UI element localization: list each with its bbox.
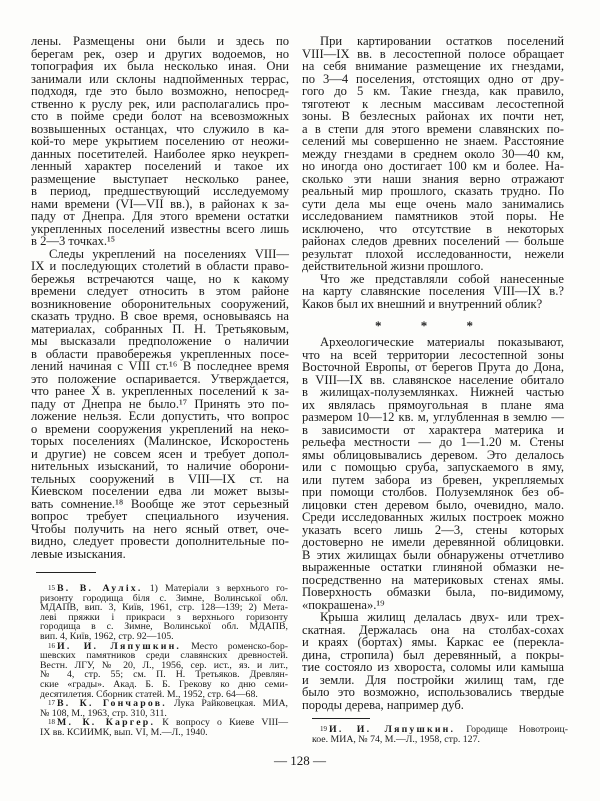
- text-line: тие состояло из хвороста, соломы или камыша: [302, 660, 564, 674]
- text-line: времени следует относить в этом районе: [31, 284, 289, 298]
- footnote-author: В. В. Ауліх.: [57, 583, 143, 594]
- text-line: паду от Днепра. Для этого времени остатки: [31, 209, 289, 223]
- paragraph: [302, 611, 564, 711]
- text-line: вопрос требует специального изучения.: [31, 509, 289, 523]
- paragraph: [31, 35, 289, 248]
- text-line: Среди исследованных жилых построек можно: [302, 510, 564, 524]
- text-line: что ранее X в. укрепленных поселений к за-: [31, 384, 289, 398]
- text-line: возникновение оборонительных сооружений,: [31, 296, 289, 311]
- footnote-line: № 4, стр. 55; см. П. Н. Третьяков. Древлян-: [40, 669, 288, 681]
- footnote: [40, 699, 288, 718]
- left-column: [31, 35, 289, 560]
- text-line: мы высказали предположение о наличии: [31, 334, 289, 348]
- text-line: указать всего лишь 2—3, стены которых: [302, 522, 564, 537]
- text-line: ложение нельзя. Если допустить, что вопрос: [31, 409, 289, 423]
- text-line: ственно к руслу рек, или располагались про-: [31, 96, 289, 111]
- text-line: гого до 5 км. Такие гнезда, как правило,: [302, 84, 564, 98]
- text-line: топография их была несколько иная. Они: [31, 59, 289, 73]
- text-line: или путем забора из бревен, укрепляемых: [302, 472, 564, 487]
- text-line: IX и последующих столетий в области право-: [31, 259, 289, 273]
- right-column: [302, 35, 564, 310]
- text-line: кой-то мере укрытием поселению от неожи-: [31, 134, 289, 148]
- footnote-line: ские «грады». Акад. Б. Б. Грекову ко дню семи-: [40, 678, 288, 690]
- paragraph: [302, 35, 564, 273]
- text-line: в VIII—IX вв. славянское население обитало: [302, 372, 564, 387]
- footnote-number: 16: [48, 641, 55, 650]
- text-line: размером 10—12 кв. м, углубленная в землю —: [302, 410, 564, 424]
- text-line: возвышенных останцах, что служило в ка-: [31, 121, 289, 136]
- text-line: тяготеют к лесным массивам лесостепной: [302, 96, 564, 111]
- text-line: результат плохой исследованности, нежели: [302, 246, 564, 261]
- footnote-rule-right: [312, 718, 370, 719]
- text-line: или с помощью сруба, запускаемого в яму,: [302, 460, 564, 474]
- footnote: [40, 642, 288, 700]
- text-line: Каков был их внешний и внутренний облик?: [302, 296, 543, 311]
- paragraph: [302, 336, 564, 611]
- text-line: в области правобережья укрепленных посе-: [31, 346, 289, 361]
- text-line: исследованием памятников этой поры. Не: [302, 209, 564, 223]
- text-line: В этих жилищах были обнаружены отчетливо: [302, 547, 564, 562]
- footnote-author: И. И. Ляпушкин.: [329, 724, 456, 735]
- footnote-rule-left: [36, 572, 96, 573]
- text-line: «покрашена».¹⁹: [302, 597, 385, 612]
- text-line: исключено, что отсутствие в некоторых: [302, 221, 564, 236]
- text-line: зоны. В безлесных районах их почти нет,: [302, 109, 564, 123]
- text-line: действительной жизни прошлого.: [302, 259, 484, 273]
- text-line: и другие) не совсем ясен и требует допол-: [31, 446, 289, 461]
- text-line: вать сомнение.¹⁸ Вообще же этот серьезный: [31, 496, 289, 511]
- footnotes-left: [40, 584, 288, 738]
- text-line: между гнездами в среднем около 30—40 км,: [302, 146, 564, 161]
- text-line: было это возможно, использовались твердые: [302, 685, 564, 699]
- footnote-line: № 108, М., 1963, стр. 310, 311.: [40, 707, 167, 719]
- text-line: достоверно не имели деревянной облицовки.: [302, 535, 564, 549]
- text-line: тельных сооружений в VIII—IX ст. на: [31, 471, 289, 486]
- footnote-text: 1) Матеріали з верхнього го-: [149, 583, 289, 594]
- text-line: левые изыскания.: [31, 546, 126, 561]
- footnote-number: 19: [320, 725, 327, 733]
- footnote-line: IX вв. КСИИМК, вып. VI, М.—Л., 1940.: [40, 726, 208, 738]
- text-line: VIII—IX вв. в лесостепной полосе обращает: [302, 46, 564, 61]
- footnote: [40, 584, 288, 642]
- text-line: в жилищах-полуземлянках. Нижней частью: [302, 385, 564, 399]
- footnotes-right: [312, 725, 568, 744]
- text-line: рельефа местности — до 1—1.20 м. Стены: [302, 435, 564, 449]
- text-line: укрепленных поселений известны всего лишь: [31, 221, 289, 236]
- right-column-section-2: [302, 336, 564, 711]
- text-line: Археологические материалы показывают,: [320, 335, 564, 349]
- footnote-line: леві пряжки і прикраси з верхнього горизонту: [40, 611, 288, 623]
- text-line: реальный мир прошлого, сказать трудно. По: [302, 184, 564, 198]
- text-line: При картировании остатков поселений: [320, 34, 564, 48]
- text-line: при помощи столбов. Полуземлянок без об-: [302, 485, 564, 499]
- text-line: ленный характер поселений и такое их: [31, 159, 289, 173]
- text-line: а в степи для этого времени славянских по-: [302, 121, 564, 136]
- text-line: Следы укреплений на поселениях VIII—: [49, 246, 289, 261]
- text-line: по 3—4 поселения, отстоящих одно от дру-: [302, 71, 564, 86]
- footnote-line: кое. МИА, № 74, М.—Л., 1958, стр. 127.: [312, 733, 480, 745]
- text-line: это положение оспаривается. Утверждается,: [31, 371, 289, 386]
- footnote-author: В. К. Гончаров.: [57, 698, 167, 710]
- page-number: — 128 —: [274, 753, 326, 768]
- footnote-line: шевских памятников среди славянских древностей.: [40, 650, 288, 662]
- text-line: лены. Размещены они были и здесь по: [31, 34, 289, 48]
- text-line: в период, предшествующий исследуемому: [31, 184, 289, 198]
- footnote-text: Место роменско-бор-: [191, 640, 288, 652]
- paragraph: [302, 273, 564, 311]
- footnote-line: городища в с. Зимне, Волинської обл. МДАПВ,: [40, 621, 288, 633]
- footnote: [312, 725, 568, 744]
- footnote-text: Городище Новотроиц-: [466, 724, 568, 735]
- text-line: дина, стропила) был деревянный, а покры-: [302, 647, 564, 662]
- footnote-text: К вопросу о Киеве VIII—: [162, 717, 289, 729]
- footnote-number: 15: [48, 584, 55, 592]
- text-line: материалах, собранных П. Н. Третьяковым,: [31, 321, 289, 336]
- text-line: нительных изысканий, то наличие оборони-: [31, 459, 289, 473]
- footnote-line: МДАПВ, вип. 3, Київ, 1961, стр. 128—139; 2) Мета-: [40, 602, 288, 614]
- text-line: Крыша жилищ делалась двух- или трех-: [320, 610, 564, 624]
- text-line: нами времени (VI—VII вв.), в районах к за-: [31, 196, 289, 211]
- text-line: и земли. Для постройки жилищ там, где: [302, 672, 564, 687]
- text-line: что на всей территории лесостепной зоны: [302, 347, 564, 362]
- footnote-author: И. И. Ляпушкин.: [57, 640, 182, 652]
- text-line: но иногда оно достигает 100 км и более. На-: [302, 159, 564, 173]
- text-line: Поверхность обмазки была, по-видимому,: [302, 585, 564, 599]
- text-line: Что же представляли собой нанесенные: [320, 271, 564, 286]
- text-line: в 2—3 точках.¹⁵: [31, 234, 116, 248]
- text-line: Чтобы получить на него ясный ответ, оче-: [31, 521, 289, 536]
- footnote-line: десятилетия. Сборник статей. М., 1952, стр. 64—68.: [40, 688, 258, 700]
- text-line: торых поселениях (Малинское, Искоростень: [31, 434, 289, 448]
- text-line: на карту славянские поселения VIII—IX в.?: [302, 284, 564, 298]
- text-line: и краях (бортах) ямы. Каркас ее (перекла-: [302, 635, 564, 649]
- text-line: их являлась прямоугольная в плане яма: [302, 397, 564, 412]
- text-line: посредственно на материковых стенах ямы.: [302, 572, 564, 587]
- text-line: о времени сооружения укреплений на неко-: [31, 421, 289, 436]
- text-line: Киевском поселении едва ли может вызы-: [31, 484, 289, 498]
- text-line: селений мы совершенно не знаем. Расстояние: [302, 134, 564, 148]
- text-line: сколько эти наши знания верно отражают: [302, 171, 564, 186]
- text-line: на себя внимание размещение их гнездами,: [302, 59, 564, 73]
- text-line: породы дерева, например дуб.: [302, 697, 464, 712]
- text-line: сути дела мы еще очень мало занимались: [302, 196, 564, 211]
- footnote-line: ризонту городища біля с. Зимне, Волинської обл.: [40, 592, 288, 604]
- footnote-number: 18: [48, 718, 55, 727]
- footnote-line: вип. 4, Київ, 1962, стр. 92—105.: [40, 630, 174, 642]
- text-line: выраженные остатки глиняной обмазки не-: [302, 560, 564, 574]
- text-line: бережья встречаются чаще, но к какому: [31, 271, 289, 286]
- footnote: [40, 718, 288, 737]
- paragraph: [31, 248, 289, 561]
- text-line: сто в пойме среди болот на всевозможных: [31, 109, 289, 123]
- footnote-author: М. К. Каргер.: [57, 717, 156, 729]
- footnote-line: Вестн. ЛГУ, № 20, Л., 1956, сер. ист., яз. и лит.,: [40, 659, 288, 671]
- text-line: в зависимости от характера материка и: [302, 422, 564, 437]
- text-line: лицовки стен деревом было, очевидно, мало.: [302, 497, 564, 512]
- footnote-text: Лука Райковецкая. МИА,: [173, 698, 288, 710]
- text-line: паду от Днепра не было.¹⁷ Принять это по-: [31, 396, 289, 411]
- text-line: размещение выступает несколько ранее,: [31, 171, 289, 186]
- text-line: Восточной Европы, от берегов Прута до Дона,: [302, 360, 564, 374]
- section-divider: * * *: [375, 318, 491, 333]
- text-line: данных посетителей. Наиболее ярко неукреп-: [31, 146, 289, 161]
- text-line: лений начиная с VIII ст.¹⁶ В последнее время: [31, 359, 289, 373]
- text-line: занимали или склоны надпойменных террас,: [31, 71, 289, 86]
- text-line: сказать трудно. В свое время, основываясь на: [31, 309, 289, 323]
- text-line: ямы облицовывались деревом. Это делалось: [302, 447, 564, 462]
- footnote-number: 17: [48, 699, 55, 708]
- text-line: видно, следует провести дополнительные по-: [31, 534, 289, 548]
- text-line: скатная. Держалась она на столбах-сохах: [302, 622, 564, 637]
- text-line: берегам рек, озер и других водоемов, но: [31, 46, 289, 61]
- text-line: районах следов древних поселений — больше: [302, 234, 564, 248]
- text-line: подходя, где это было возможно, непосред-: [31, 84, 289, 98]
